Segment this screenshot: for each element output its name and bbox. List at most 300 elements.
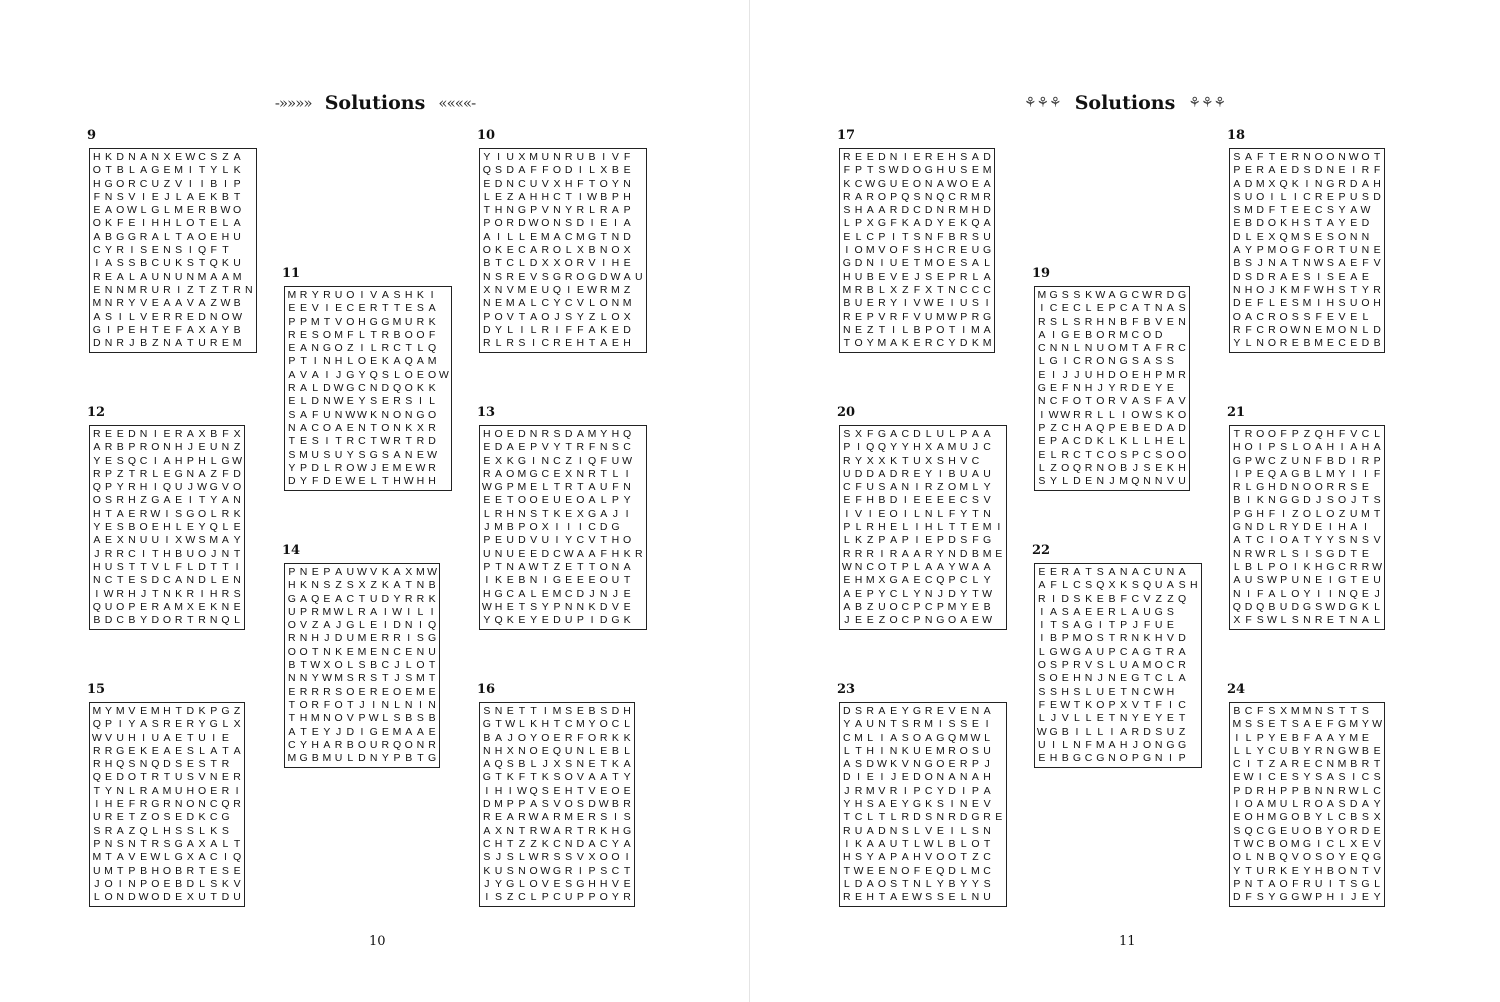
grid-letter: I (997, 521, 1001, 534)
grid-letter: E (936, 297, 944, 310)
grid-letter: X (588, 851, 596, 864)
grid-letter: O (1267, 217, 1276, 230)
grid-letter: M (162, 784, 172, 797)
grid-letter: U (151, 177, 160, 190)
grid-letter: N (221, 441, 230, 454)
grid-letter: T (1143, 698, 1151, 711)
grid-letter: O (947, 481, 957, 494)
grid-letter: E (105, 521, 113, 534)
grid-letter: E (565, 560, 573, 573)
grid-row (841, 244, 993, 257)
grid-letter: B (210, 177, 218, 190)
grid-letter: T (902, 230, 909, 243)
grid-letter: A (416, 355, 424, 368)
grid-letter: A (300, 421, 308, 434)
grid-letter: S (175, 758, 183, 771)
grid-letter: F (1085, 738, 1092, 751)
grid-row (841, 521, 1005, 534)
grid-letter: Y (1303, 587, 1311, 600)
grid-letter: A (233, 217, 241, 230)
grid-letter: V (1178, 395, 1186, 408)
grid-row (841, 588, 1005, 601)
grid-letter: M (575, 718, 585, 731)
grid-letter: R (599, 731, 608, 744)
grid-letter: A (210, 837, 218, 850)
grid-row (1036, 619, 1200, 632)
grid-letter: W (1348, 151, 1359, 163)
grid-letter: H (611, 547, 620, 560)
grid-letter: N (369, 382, 378, 395)
grid-letter: T (843, 337, 851, 350)
grid-letter: O (854, 244, 863, 257)
grid-row (91, 508, 243, 521)
grid-letter: A (1245, 151, 1253, 163)
grid-letter: H (393, 475, 401, 488)
grid-letter: N (576, 758, 585, 771)
grid-letter: V (1373, 534, 1381, 547)
grid-letter: D (599, 270, 608, 283)
grid-letter: B (210, 428, 218, 440)
grid-letter: O (912, 164, 922, 177)
grid-letter: S (1155, 355, 1163, 368)
grid-letter: R (128, 177, 136, 190)
grid-letter: A (971, 771, 979, 784)
grid-letter: I (1282, 507, 1286, 520)
grid-letter: T (300, 725, 307, 738)
grid-letter: N (1244, 521, 1253, 534)
grid-row (286, 462, 450, 475)
grid-letter: T (233, 190, 241, 203)
grid-letter: I (880, 731, 884, 744)
grid-letter: N (1256, 851, 1265, 864)
grid-letter: N (221, 600, 230, 613)
grid-letter: F (843, 164, 851, 177)
grid-letter: D (323, 382, 331, 395)
grid-letter: A (1361, 614, 1369, 627)
grid-letter: R (483, 337, 491, 350)
grid-letter: O (197, 547, 207, 560)
grid-letter: L (612, 467, 619, 480)
grid-letter: D (843, 705, 851, 717)
grid-letter: Y (1315, 534, 1323, 547)
grid-row (841, 324, 993, 337)
grid-letter: B (518, 574, 526, 587)
grid-letter: L (855, 521, 862, 534)
grid-letter: A (93, 310, 101, 323)
grid-letter: G (299, 752, 308, 765)
grid-letter: L (164, 204, 170, 217)
grid-row (1231, 151, 1383, 164)
grid-letter: Q (494, 614, 503, 627)
grid-letter: R (1361, 454, 1370, 467)
grid-letter: W (1060, 408, 1071, 421)
grid-letter: R (924, 337, 933, 350)
grid-letter: R (139, 784, 148, 797)
grid-letter: I (165, 534, 169, 547)
grid-letter: C (611, 864, 620, 877)
grid-letter: H (983, 771, 991, 784)
grid-letter: O (1142, 738, 1152, 751)
grid-letter: M (971, 190, 980, 203)
grid-letter: R (948, 204, 956, 217)
grid-letter: T (152, 323, 159, 336)
grid-letter: L (937, 837, 944, 850)
grid-letter: B (1291, 744, 1299, 757)
grid-letter: R (233, 798, 241, 811)
grid-letter: E (175, 744, 183, 757)
grid-row (1231, 705, 1383, 718)
grid-letter: E (346, 421, 354, 434)
grid-letter: I (497, 151, 500, 163)
grid-letter: Y (105, 244, 113, 257)
grid-letter: B (1303, 784, 1311, 797)
grid-letter: C (959, 283, 968, 296)
grid-letter: R (93, 270, 101, 283)
grid-letter: R (288, 632, 296, 645)
grid-letter: T (93, 784, 101, 797)
grid-letter: P (506, 798, 514, 811)
grid-letter: Y (890, 297, 898, 310)
grid-letter: R (416, 315, 425, 328)
grid-letter: S (1291, 297, 1299, 310)
grid-letter: C (924, 600, 933, 613)
grid-letter: R (588, 811, 596, 824)
grid-letter: J (394, 672, 400, 685)
grid-letter: V (128, 851, 136, 864)
grid-letter: D (576, 837, 585, 850)
grid-letter: P (1268, 560, 1276, 573)
grid-letter: Y (1233, 337, 1241, 350)
grid-letter: R (506, 270, 515, 283)
grid-letter: O (1096, 395, 1105, 408)
grid-letter: U (1279, 798, 1288, 811)
grid-letter: I (118, 310, 122, 323)
grid-row (1231, 494, 1383, 507)
grid-letter: T (1280, 204, 1287, 217)
grid-letter: P (913, 600, 921, 613)
grid-row (481, 178, 645, 191)
grid-letter: D (564, 428, 573, 440)
grid-letter: M (505, 297, 515, 310)
grid-letter: K (506, 614, 514, 627)
grid-letter: V (1166, 475, 1174, 488)
grid-letter: K (843, 177, 851, 190)
grid-letter: L (1280, 190, 1287, 203)
puzzle-number: 20 (837, 405, 856, 420)
grid-letter: E (530, 481, 538, 494)
grid-letter: E (1361, 270, 1369, 283)
grid-letter: L (1085, 685, 1092, 698)
grid-letter: O (416, 659, 425, 672)
grid-letter: E (1166, 315, 1174, 328)
grid-letter: E (623, 877, 631, 890)
grid-letter: J (335, 725, 342, 738)
grid-letter: C (1314, 204, 1323, 217)
grid-row (91, 785, 243, 798)
grid-letter: N (128, 534, 136, 547)
grid-letter: N (1349, 230, 1358, 243)
grid-letter: M (127, 283, 137, 296)
grid-letter: N (889, 824, 898, 837)
grid-letter: L (140, 204, 147, 217)
grid-letter: G (924, 758, 933, 771)
grid-letter: R (1314, 190, 1323, 203)
grid-letter: A (163, 494, 171, 507)
grid-letter: G (1256, 481, 1265, 494)
grid-letter: O (1072, 395, 1081, 408)
grid-letter: E (93, 204, 101, 217)
grid-letter: C (1178, 342, 1186, 355)
grid-letter: B (971, 547, 979, 560)
grid-letter: Y (1338, 851, 1346, 864)
grid-row (91, 732, 243, 745)
grid-letter: U (634, 270, 643, 283)
grid-letter: S (116, 560, 124, 573)
grid-letter: E (518, 547, 526, 560)
grid-letter: G (369, 448, 378, 461)
grid-letter: A (186, 837, 194, 850)
grid-letter: T (577, 481, 584, 494)
grid-letter: X (1108, 579, 1116, 592)
grid-letter: N (506, 824, 515, 837)
grid-letter: J (394, 659, 400, 672)
grid-letter: U (1166, 725, 1175, 738)
grid-letter: E (105, 270, 113, 283)
grid-row (481, 588, 645, 601)
grid-letter: A (611, 204, 619, 217)
puzzle-12 (87, 405, 245, 630)
grid-letter: B (233, 297, 241, 310)
grid-letter: I (325, 435, 329, 448)
grid-row (841, 811, 1005, 824)
grid-letter: E (518, 614, 526, 627)
grid-letter: E (855, 614, 863, 627)
puzzle-number: 9 (87, 128, 97, 143)
grid-letter: K (221, 257, 229, 270)
grid-letter: Y (93, 521, 101, 534)
grid-letter: O (877, 560, 886, 573)
grid-letter: S (311, 435, 319, 448)
grid-letter: U (1314, 877, 1323, 890)
grid-letter: A (518, 297, 526, 310)
grid-row (841, 838, 1005, 851)
grid-letter: F (1315, 454, 1322, 467)
grid-letter: P (971, 758, 979, 771)
grid-letter: F (1303, 731, 1311, 744)
grid-letter: S (105, 494, 113, 507)
grid-letter: O (1337, 824, 1347, 837)
grid-letter: T (335, 435, 342, 448)
grid-letter: A (948, 771, 956, 784)
grid-letter: Y (600, 428, 608, 440)
grid-letter: H (428, 475, 436, 488)
grid-letter: V (346, 712, 354, 725)
grid-letter: V (1131, 698, 1139, 711)
grid-letter: D (599, 521, 608, 534)
grid-letter: A (983, 428, 991, 440)
grid-letter: E (175, 891, 183, 904)
grid-row (91, 865, 243, 878)
grid-letter: V (1143, 592, 1151, 605)
grid-letter: E (311, 566, 319, 578)
grid-letter: S (346, 672, 354, 685)
grid-row (841, 217, 993, 230)
grid-letter: U (866, 718, 875, 731)
grid-letter: R (393, 632, 401, 645)
grid-letter: I (1305, 177, 1309, 190)
grid-letter: U (334, 289, 343, 301)
grid-letter: P (128, 441, 136, 454)
grid-row (1231, 441, 1383, 454)
grid-letter: S (381, 448, 389, 461)
grid-letter: N (599, 441, 608, 454)
grid-letter: O (162, 614, 172, 627)
grid-letter: O (1337, 494, 1347, 507)
grid-letter: G (116, 744, 125, 757)
grid-letter: P (1131, 448, 1139, 461)
grid-letter: T (542, 560, 549, 573)
grid-letter: L (234, 614, 241, 627)
grid-row (91, 191, 255, 204)
grid-letter: R (541, 323, 550, 336)
grid-letter: G (1337, 718, 1347, 731)
grid-letter: I (212, 731, 216, 744)
grid-letter: U (1291, 824, 1300, 837)
grid-letter: J (484, 521, 490, 534)
grid-letter: V (855, 507, 863, 520)
grid-letter: O (587, 731, 597, 744)
grid-letter: E (936, 824, 944, 837)
grid-letter: O (116, 600, 125, 613)
grid-letter: S (140, 244, 148, 257)
grid-letter: P (1061, 632, 1069, 645)
grid-letter: Y (1361, 718, 1369, 731)
grid-letter: U (334, 752, 343, 765)
grid-letter: L (429, 395, 436, 408)
grid-letter: R (1314, 614, 1323, 627)
grid-letter: Q (92, 481, 101, 494)
grid-letter: J (495, 851, 502, 864)
grid-letter: P (128, 864, 136, 877)
grid-letter: I (418, 395, 422, 408)
grid-letter: A (1131, 659, 1139, 672)
grid-row (1231, 257, 1383, 270)
grid-letter: S (495, 164, 503, 177)
grid-row (481, 865, 633, 878)
grid-letter: N (936, 204, 945, 217)
grid-letter: R (1244, 547, 1253, 560)
grid-letter: E (198, 600, 206, 613)
grid-letter: C (1178, 698, 1186, 711)
grid-letter: S (1166, 355, 1174, 368)
grid-letter: P (948, 574, 956, 587)
grid-letter: T (1350, 574, 1357, 587)
grid-letter: V (370, 289, 378, 301)
grid-letter: O (404, 738, 413, 751)
grid-letter: Z (565, 454, 572, 467)
grid-letter: B (588, 705, 596, 717)
grid-letter: R (221, 507, 230, 520)
grid-letter: H (924, 521, 933, 534)
grid-letter: C (1303, 190, 1311, 203)
grid-letter: J (484, 877, 490, 890)
grid-letter: N (611, 560, 620, 573)
grid-letter: E (288, 302, 296, 315)
grid-letter: J (129, 337, 135, 350)
grid-letter: E (890, 798, 898, 811)
grid-letter: G (92, 323, 101, 336)
grid-letter: O (346, 461, 355, 474)
grid-letter: V (878, 784, 886, 797)
grid-letter: W (1153, 685, 1164, 698)
grid-letter: K (428, 592, 436, 605)
grid-letter: E (151, 744, 159, 757)
puzzle-10 (477, 128, 647, 353)
grid-row (481, 521, 645, 534)
grid-letter: M (1290, 283, 1300, 296)
grid-letter: S (93, 824, 101, 837)
grid-letter: O (1096, 328, 1105, 341)
grid-letter: D (541, 547, 550, 560)
grid-row (1231, 758, 1383, 771)
grid-letter: B (1061, 752, 1069, 765)
grid-letter: N (393, 421, 401, 434)
grid-letter: K (1096, 435, 1104, 448)
grid-letter: R (889, 310, 898, 323)
grid-letter: R (889, 204, 898, 217)
grid-letter: A (335, 566, 343, 578)
grid-letter: N (358, 421, 366, 434)
grid-letter: U (139, 534, 148, 547)
grid-letter: P (855, 164, 863, 177)
grid-letter: T (948, 323, 956, 336)
grid-letter: O (611, 784, 620, 797)
grid-letter: I (1305, 547, 1309, 560)
grid-letter: R (1233, 481, 1241, 494)
grid-letter: F (542, 164, 549, 177)
grid-letter: D (1166, 289, 1175, 301)
grid-letter: H (843, 270, 851, 283)
grid-letter: A (198, 467, 206, 480)
grid-letter: G (1361, 877, 1370, 890)
grid-letter: A (576, 547, 584, 560)
grid-letter: S (553, 428, 561, 440)
grid-letter: U (1178, 475, 1186, 488)
grid-letter: I (1293, 190, 1297, 203)
grid-letter: E (1061, 672, 1069, 685)
grid-letter: D (198, 560, 206, 573)
grid-letter: J (211, 547, 217, 560)
grid-letter: N (599, 244, 608, 257)
grid-letter: O (1232, 851, 1241, 864)
puzzle-number: 14 (282, 543, 301, 558)
grid-letter: V (541, 204, 549, 217)
letter-grid (284, 563, 440, 768)
grid-letter: S (393, 289, 401, 301)
grid-letter: I (142, 731, 146, 744)
grid-letter: P (1108, 645, 1116, 658)
grid-letter: A (623, 217, 631, 230)
grid-letter: R (1291, 758, 1300, 771)
grid-letter: C (866, 560, 875, 573)
grid-letter: K (140, 744, 148, 757)
grid-letter: S (1155, 725, 1163, 738)
grid-letter: O (1267, 428, 1276, 440)
grid-letter: W (380, 435, 391, 448)
grid-letter: B (948, 877, 956, 890)
grid-row (91, 825, 243, 838)
grid-letter: Y (1326, 534, 1334, 547)
